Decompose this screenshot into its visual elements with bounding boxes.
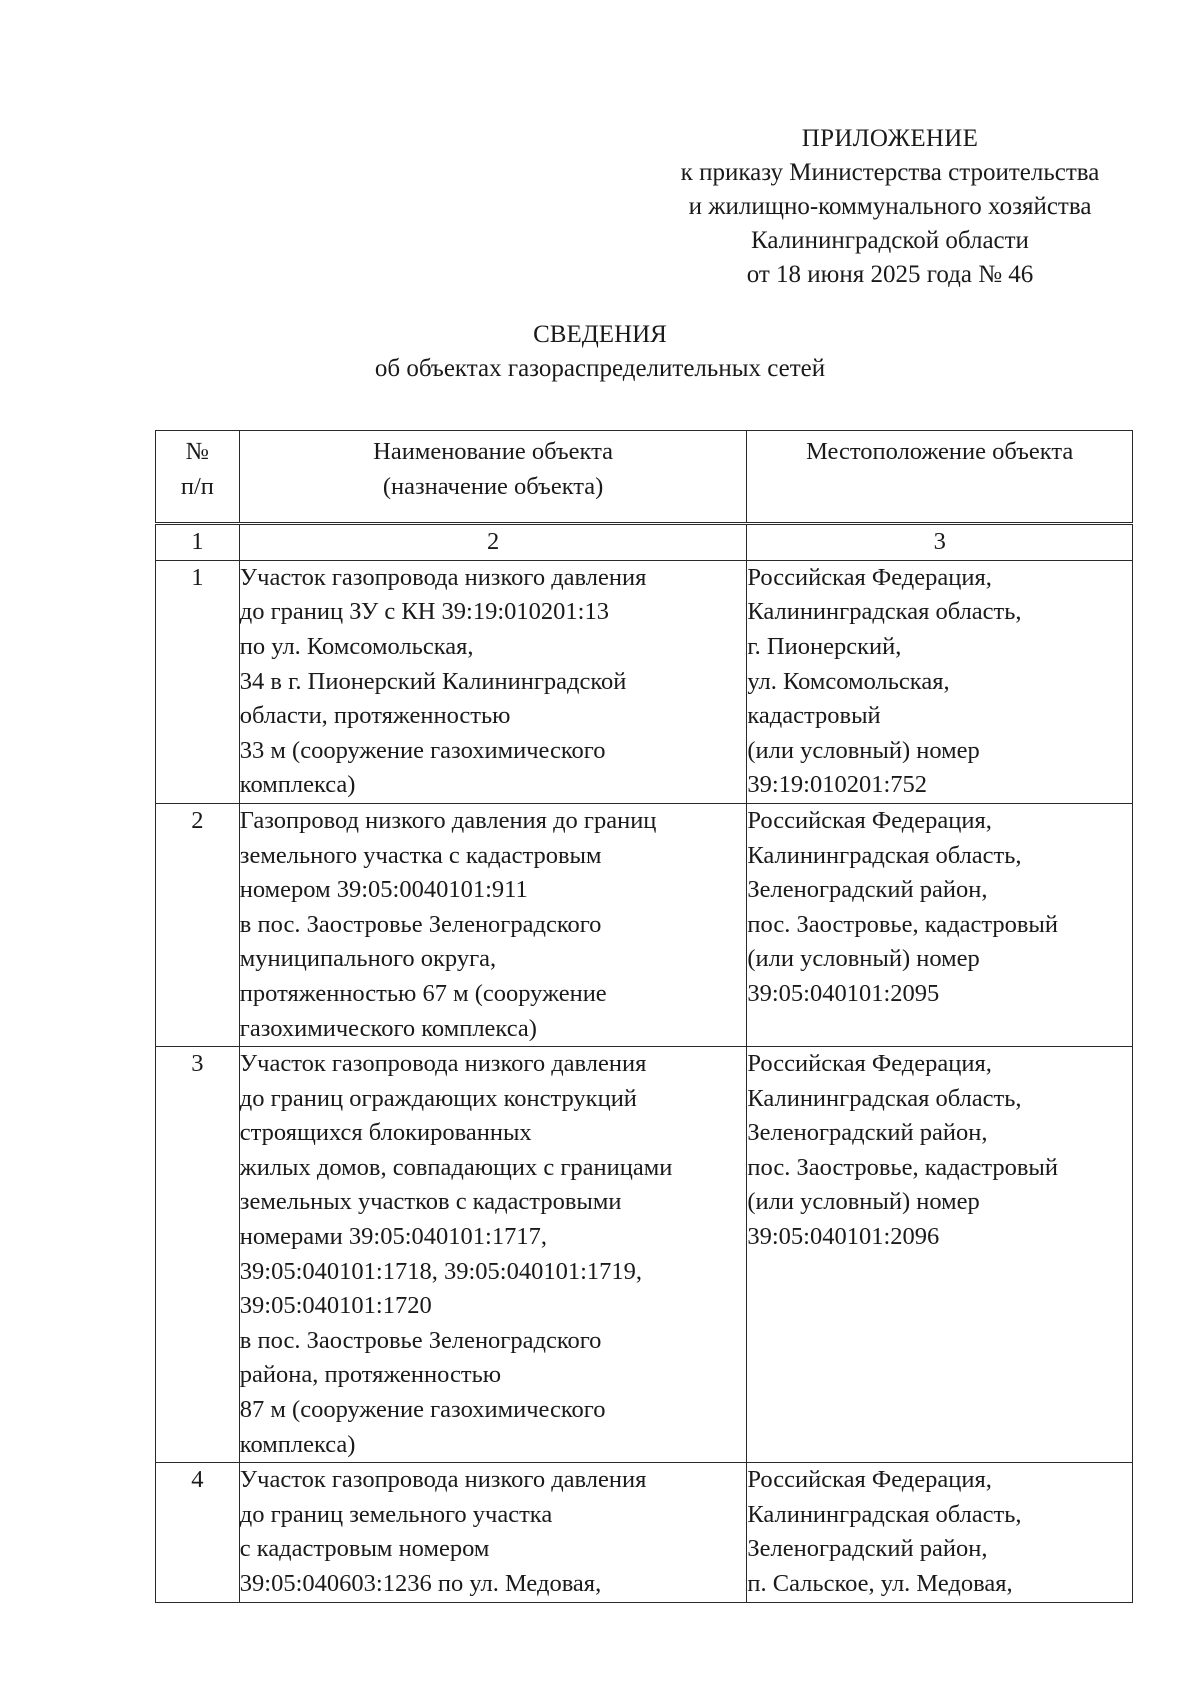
object-location-line: пос. Заостровье, кадастровый [747,1153,1058,1181]
object-location-line: (или условный) номер [747,1188,980,1216]
object-name-line: газохимического комплекса) [239,1014,537,1042]
object-name-cell [239,803,747,1046]
appendix-line: и жилищно-коммунального хозяйства [688,193,1092,220]
row-number: 3 [156,1047,240,1463]
object-location-line: (или условный) номер [747,736,980,764]
object-location-line: (или условный) номер [747,945,980,973]
object-name-line: Участок газопровода низкого давления [239,1466,647,1494]
row-number: 1 [156,560,240,803]
header-text: (назначение объекта) [382,472,604,500]
object-name-line: с кадастровым номером [239,1535,490,1563]
object-location-line: 39:19:010201:752 [747,771,928,799]
object-name-line: по ул. Комсомольская, [239,632,474,660]
column-numbers-row [156,524,1133,561]
row-number: 2 [156,803,240,1046]
object-name-line: Участок газопровода низкого давления [239,1050,647,1078]
object-location-cell [747,560,1133,803]
table-row [156,1047,1133,1463]
object-location-line: кадастровый [747,702,881,730]
object-name-line: до границ ограждающих конструкций [239,1084,637,1112]
object-name-line: Участок газопровода низкого давления [239,563,647,591]
header-text: Наименование объекта [373,438,614,465]
object-location-line: Зеленоградский район, [747,876,988,904]
appendix-block [640,122,1140,292]
header-location [747,431,1133,524]
table-header-row [156,431,1133,524]
object-name-line: номерами 39:05:040101:1717, [239,1223,547,1251]
row-number: 4 [156,1463,240,1602]
object-location-line: Российская Федерация, [747,806,992,834]
object-name-line: протяженностью 67 м (сооружение [239,979,607,1007]
table-row [156,1463,1133,1602]
object-location-line: Российская Федерация, [747,1050,992,1078]
objects-table [155,430,1133,1603]
appendix-title: ПРИЛОЖЕНИЕ [801,125,979,152]
object-location-line: г. Пионерский, [747,632,902,660]
appendix-line: Калининградской области [751,227,1029,254]
object-location-cell [747,1463,1133,1602]
object-location-line: 39:05:040101:2096 [747,1223,940,1251]
object-name-line: в пос. Заостровье Зеленоградского [239,910,602,938]
appendix-line: от 18 июня 2025 года № 46 [746,261,1034,288]
object-name-line: до границ ЗУ с КН 39:19:010201:13 [239,598,609,626]
object-name-line: 33 м (сооружение газохимического [239,736,606,764]
object-name-line: жилых домов, совпадающих с границами [239,1153,673,1181]
object-name-line: 39:05:040603:1236 по ул. Медовая, [239,1570,602,1597]
object-location-line: Калининградская область, [747,841,1022,869]
column-number: 1 [156,524,240,561]
object-location-line: Калининградская область, [747,1084,1022,1112]
object-name-line: 87 м (сооружение газохимического [239,1396,606,1424]
object-name-line: 39:05:040101:1720 [239,1292,432,1320]
column-number: 3 [747,524,1133,561]
object-location-line: ул. Комсомольская, [747,667,950,695]
object-name-line: в пос. Заостровье Зеленоградского [239,1326,602,1354]
object-location-line: пос. Заостровье, кадастровый [747,910,1058,938]
object-location-line: п. Сальское, ул. Медовая, [747,1570,1013,1597]
object-location-line: Зеленоградский район, [747,1119,988,1147]
object-name-line: Газопровод низкого давления до границ [239,806,657,834]
object-location-line: Зеленоградский район, [747,1535,988,1563]
document-subtitle: об объектах газораспределительных сетей [374,355,826,382]
header-text: № [185,438,210,465]
object-location-cell [747,803,1133,1046]
table-row [156,803,1133,1046]
object-location-line: Калининградская область, [747,598,1022,626]
object-name-line: земельных участков с кадастровыми [239,1188,622,1216]
object-name-cell [239,1047,747,1463]
header-name [239,431,747,524]
table-row [156,560,1133,803]
object-name-cell [239,560,747,803]
header-text: Местоположение объекта [806,438,1074,465]
object-location-line: Российская Федерация, [747,1466,992,1494]
document-title: СВЕДЕНИЯ [533,321,667,348]
header-num [156,431,240,524]
object-name-line: 39:05:040101:1718, 39:05:040101:1719, [239,1257,642,1285]
object-name-line: земельного участка с кадастровым [239,841,602,869]
object-name-line: области, протяженностью [239,702,511,730]
object-location-line: Калининградская область, [747,1500,1022,1528]
object-location-cell [747,1047,1133,1463]
object-location-line: Российская Федерация, [747,563,992,591]
column-number: 2 [239,524,747,561]
object-name-line: до границ земельного участка [239,1500,553,1528]
object-name-cell [239,1463,747,1602]
header-text: п/п [180,472,214,500]
object-name-line: 34 в г. Пионерский Калининградской [239,667,627,695]
object-name-line: комплекса) [239,1430,356,1458]
object-location-line: 39:05:040101:2095 [747,979,940,1007]
object-name-line: номером 39:05:0040101:911 [239,876,528,904]
appendix-line: к приказу Министерства строительства [680,159,1100,186]
object-name-line: строящихся блокированных [239,1119,532,1147]
object-name-line: комплекса) [239,771,356,799]
document-heading [300,318,900,386]
object-name-line: района, протяженностью [239,1361,502,1389]
object-name-line: муниципального округа, [239,945,497,973]
